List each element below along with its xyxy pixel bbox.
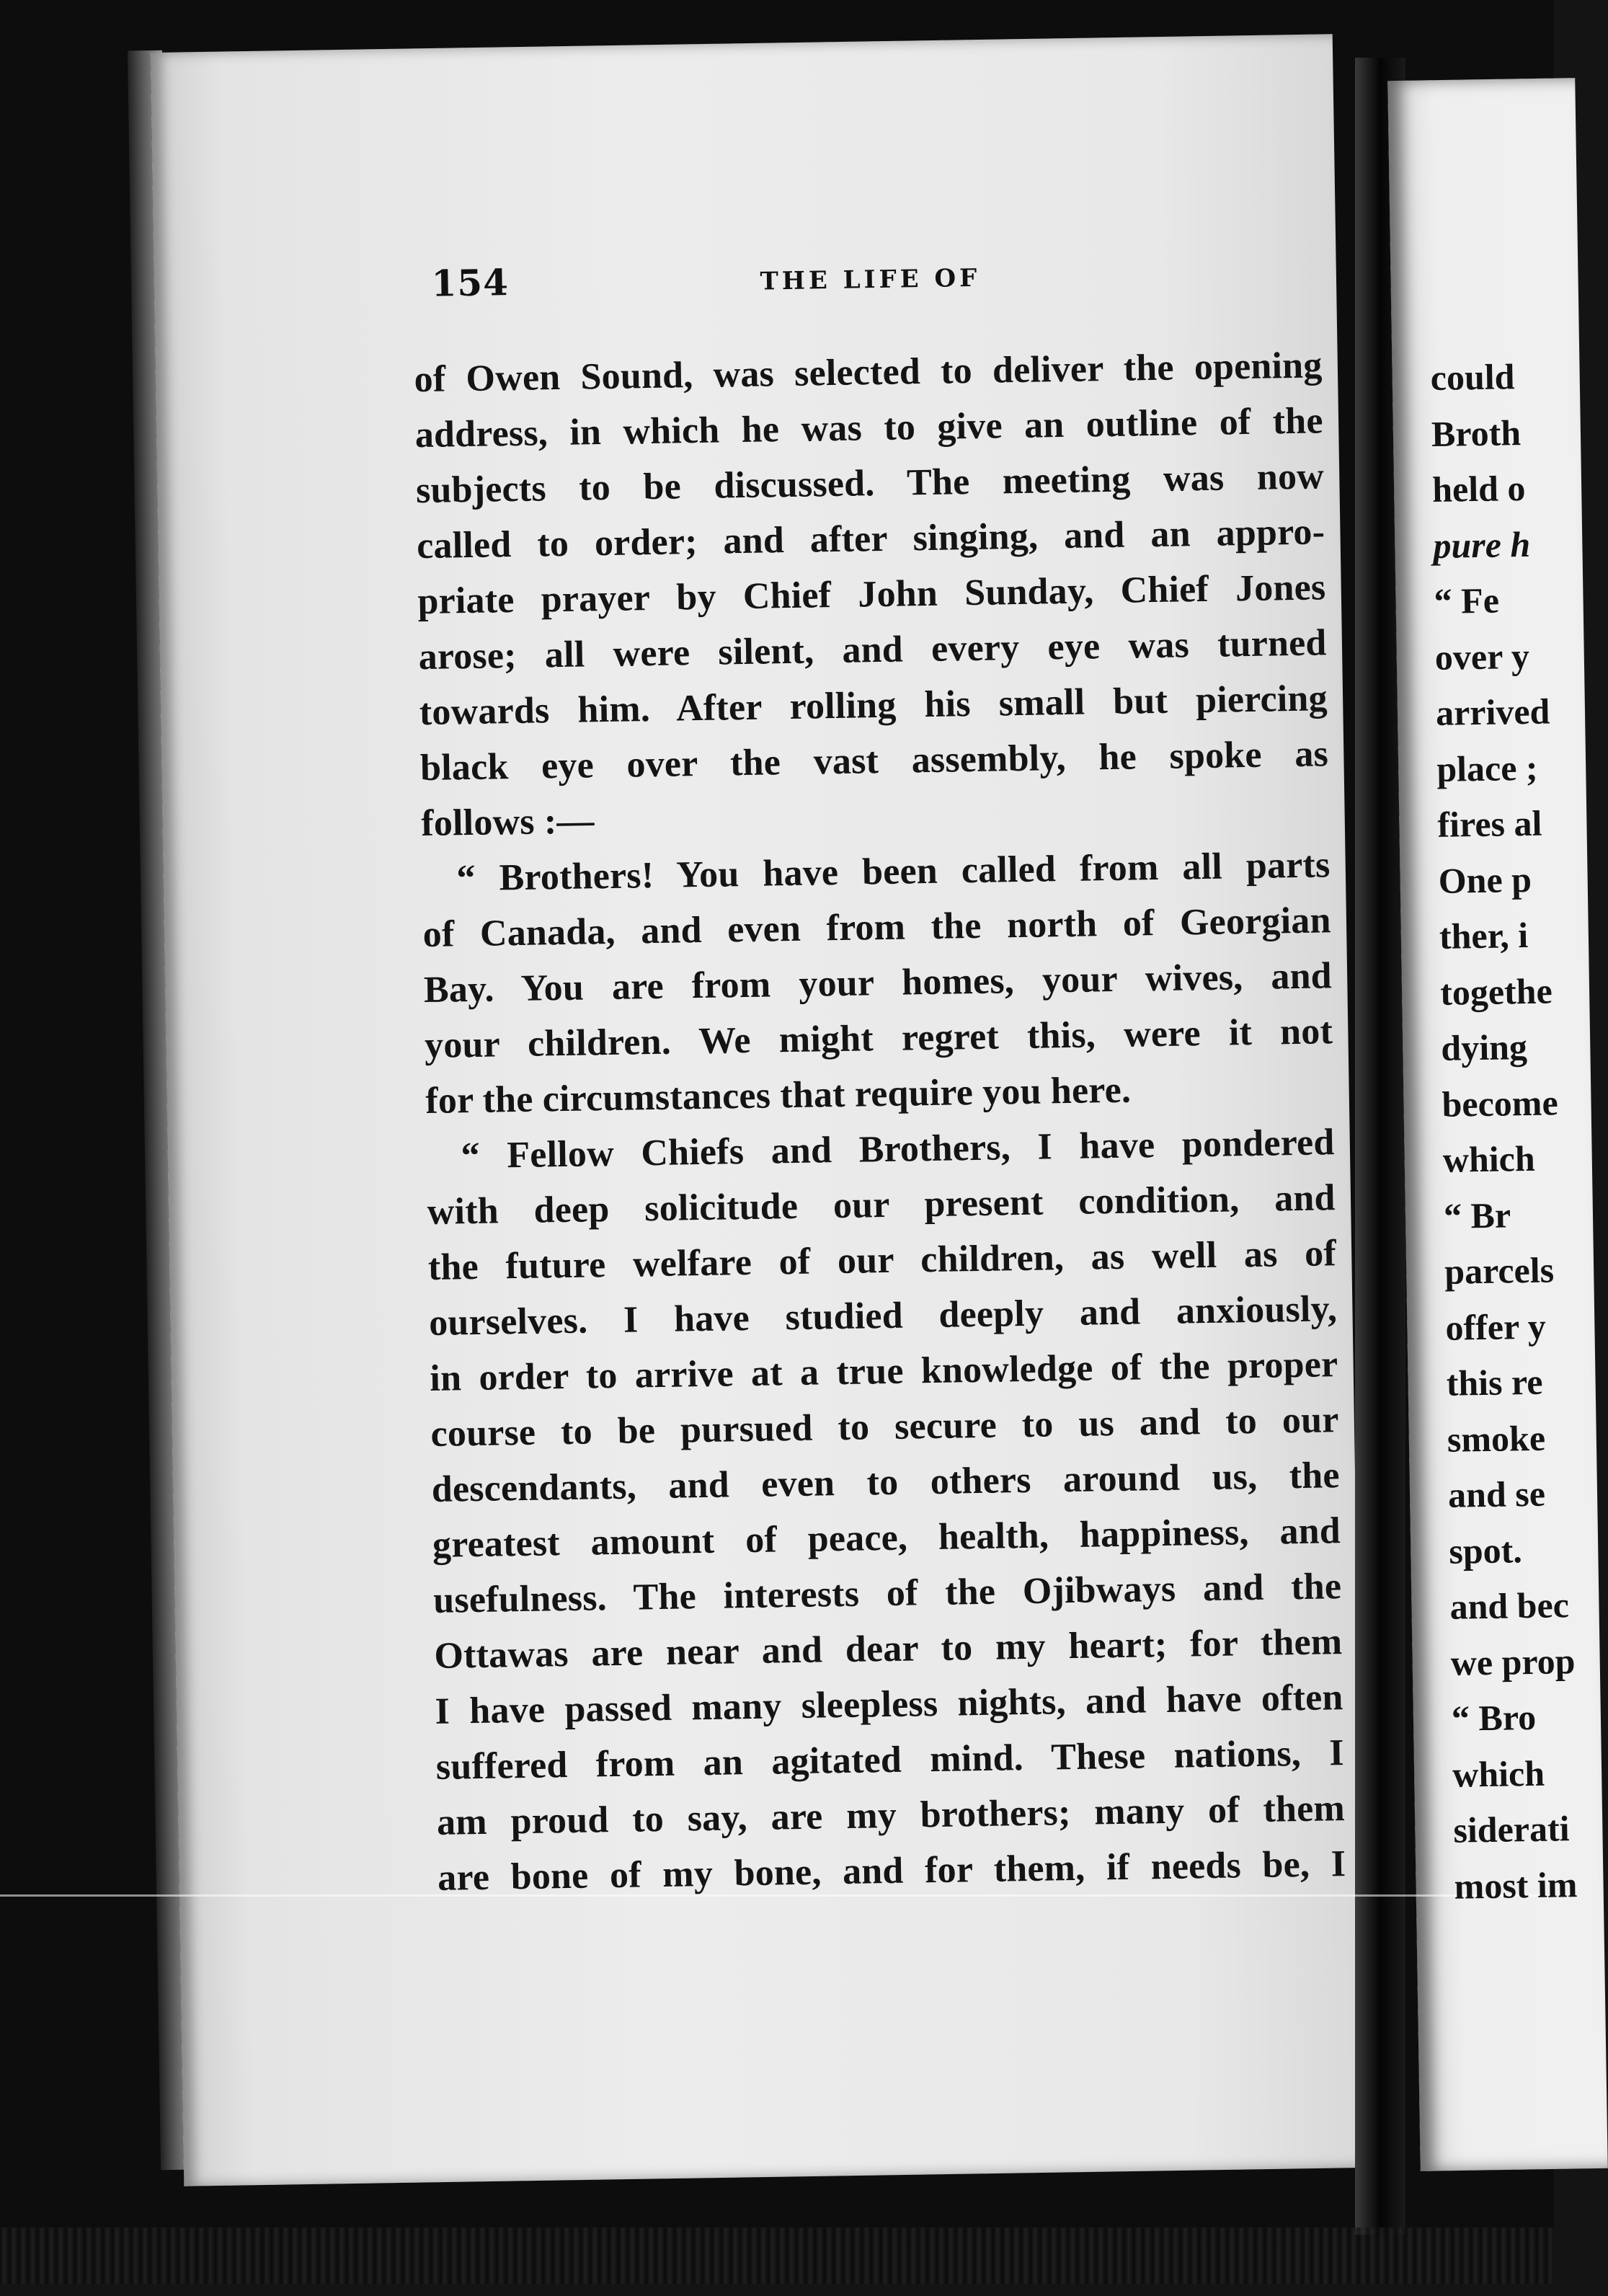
fragment-line: “ Bro	[1451, 1696, 1537, 1739]
page-number: 154	[431, 261, 510, 305]
text-line: usefulness. The interests of the Ojibways and the	[432, 1566, 1342, 1621]
fragment-line: which	[1452, 1752, 1545, 1795]
fragment-line: become	[1442, 1081, 1559, 1125]
text-line: course to be pursued to secure to us and to our	[430, 1399, 1339, 1455]
text-line: subjects to be discussed. The meeting was now	[415, 456, 1325, 512]
text-line: Ottawas are near and dear to my heart; for them	[434, 1621, 1343, 1677]
text-line: descendants, and even to others around us, the	[431, 1455, 1341, 1510]
text-line: Bay. You are from your homes, your wives, and	[423, 955, 1333, 1011]
text-line: are bone of my bone, and for them, if needs be, I	[437, 1843, 1346, 1899]
fragment-line: and bec	[1449, 1584, 1570, 1627]
text-line: of Canada, and even from the north of Georgian	[422, 900, 1332, 956]
right-page-fragment	[1430, 348, 1578, 1914]
text-line: arose; all were silent, and every eye was turned	[418, 622, 1327, 678]
fragment-line: held o	[1431, 467, 1526, 510]
fragment-line: ther, i	[1439, 914, 1529, 957]
fragment-line: siderati	[1452, 1808, 1570, 1850]
fragment-line: “ Fe	[1434, 580, 1500, 621]
text-line: black eye over the vast assembly, he spoke as	[419, 733, 1329, 789]
fragment-line: which	[1442, 1138, 1536, 1180]
text-line: follows :—	[420, 800, 595, 845]
text-line: greatest amount of peace, health, happiness, and	[432, 1510, 1341, 1566]
text-line: ourselves. I have studied deeply and anxiously,	[428, 1288, 1338, 1344]
text-line: address, in which he was to give an outline of the	[414, 400, 1324, 456]
fragment-line: Broth	[1431, 412, 1522, 454]
fragment-line: togethe	[1439, 970, 1553, 1013]
fragment-line: offer y	[1445, 1306, 1547, 1348]
fragment-line: “ Br	[1443, 1194, 1511, 1236]
fragment-line: most im	[1454, 1863, 1578, 1907]
text-line: in order to arrive at a true knowledge of the proper	[429, 1344, 1338, 1399]
text-line: your children. We might regret this, were it not	[424, 1011, 1333, 1067]
text-line: called to order; and after singing, and an appro-	[416, 511, 1325, 567]
paragraph-start-line: “ Fellow Chiefs and Brothers, I have pondered	[461, 1122, 1335, 1177]
text-line: towards him. After rolling his small but piercing	[419, 678, 1328, 734]
running-title: THE LIFE OF	[760, 263, 981, 296]
text-line: am proud to say, are my brothers; many of them	[436, 1788, 1346, 1843]
fragment-line: parcels	[1444, 1249, 1555, 1292]
paragraph-start-line: “ Brothers! You have been called from all parts	[456, 844, 1331, 900]
fragment-line: One p	[1438, 859, 1532, 901]
fragment-line: we prop	[1450, 1640, 1576, 1683]
fragment-line: smoke	[1447, 1417, 1546, 1460]
fragment-line: over y	[1434, 635, 1530, 678]
fragment-line: spot.	[1448, 1529, 1523, 1572]
text-line: with deep solicitude our present condition, and	[427, 1177, 1336, 1233]
text-line: suffered from an agitated mind. These nations, I	[435, 1732, 1345, 1788]
text-line: of Owen Sound, was selected to deliver the opening	[414, 345, 1323, 401]
fragment-line: fires al	[1437, 802, 1542, 845]
fragment-line: this re	[1446, 1361, 1543, 1404]
fragment-line: dying	[1440, 1026, 1528, 1068]
fragment-line: and se	[1447, 1473, 1546, 1515]
fragment-line: pure h	[1432, 523, 1531, 566]
text-line: I have passed many sleepless nights, and have often	[435, 1677, 1343, 1732]
text-line: for the circumstances that require you here.	[425, 1069, 1132, 1122]
fragment-line: could	[1430, 356, 1515, 398]
fragment-line: arrived	[1435, 691, 1550, 733]
left-page-body	[414, 337, 1346, 1906]
fragment-line: place ;	[1436, 747, 1538, 789]
text-line: the future welfare of our children, as well as of	[427, 1233, 1337, 1288]
running-head	[431, 248, 1325, 312]
text-line: priate prayer by Chief John Sunday, Chief Jones	[417, 567, 1326, 623]
